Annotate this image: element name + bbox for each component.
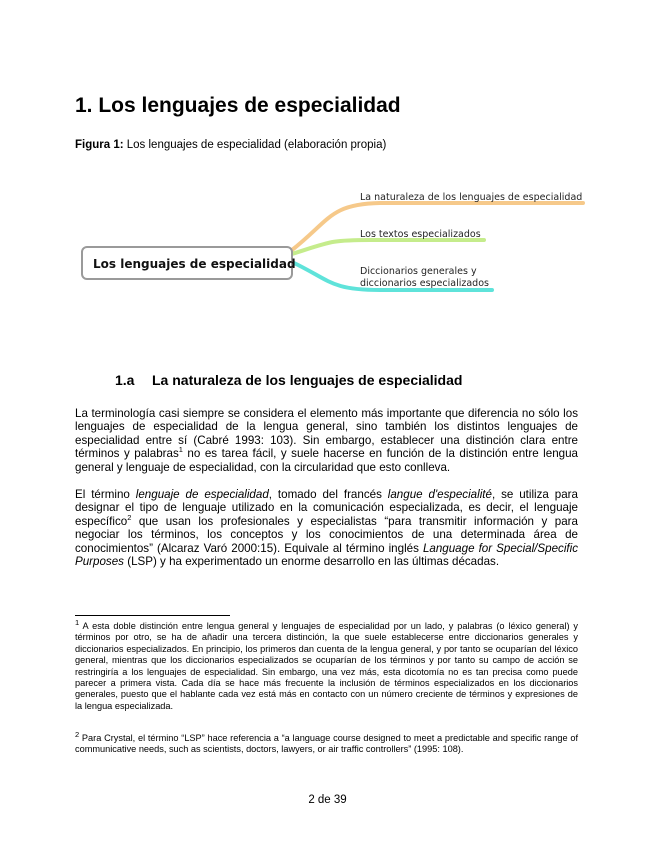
footnote-ref-2: 2 <box>127 512 132 522</box>
footnote-ref-1: 1 <box>178 445 183 455</box>
paragraph-2 <box>75 488 578 568</box>
branch-label-3-line2: diccionarios especializados <box>360 278 489 289</box>
branch-label-2: Los textos especializados <box>360 229 481 240</box>
paragraph-2-text-d: que usan los profesionales y especialistas “para transmitir información y para negociar los términos, los conceptos y los conocimientos de una determinada área de conocimientos” (Alcaraz Varó 2000:15). Equivale al término inglés <box>75 514 578 555</box>
page-number: 2 de 39 <box>308 794 347 806</box>
figure-label: Figura 1: <box>75 139 124 151</box>
figure-caption <box>75 139 386 151</box>
branch-label-3-line1: Diccionarios generales y <box>360 266 477 277</box>
mind-map-diagram <box>0 180 655 310</box>
central-node-label: Los lenguajes de especialidad <box>93 257 296 271</box>
section-number: 1.a <box>115 372 135 388</box>
footnote-1-text: A esta doble distinción entre lengua general y lenguajes de especialidad por un lado, y palabras (o léxico general) y términos por otro, se ha de añadir una tercera distinción, la que suele establecerse entre diccionarios generales y diccionarios especializados. En principio, los primeros dan cuenta de la lengua general, y por tanto se ocuparían del léxico general, mientras que los diccionarios especializados se ocuparían de los términos y por tanto su campo de acción se restringiría a los lenguajes de especialidad. Sin embargo, una vez más, esta dicotomía no es tan precisa como puede parecer a primera vista. Cada día se hace más frecuente la inclusión de términos especializados en los diccionarios generales, puesto que el hablante cada vez está más en contacto con un número creciente de términos y expresiones de la lengua especializada. <box>75 621 578 711</box>
figure-caption-text: Los lenguajes de especialidad (elaboración propia) <box>126 139 387 151</box>
footnote-2-text: Para Crystal, el término “LSP” hace referencia a “a language course designed to meet a predictable and specific range of communicative needs, such as scientists, doctors, lawyers, or air traffic controllers” (1995: 108). <box>75 733 578 755</box>
paragraph-1 <box>75 407 578 474</box>
footnote-number-2: 2 <box>75 729 80 739</box>
branch-label-1: La naturaleza de los lenguajes de especialidad <box>360 192 583 203</box>
section-title: La naturaleza de los lenguajes de especialidad <box>152 372 463 388</box>
footnote-separator <box>75 615 230 616</box>
paragraph-2-text-e: (LSP) y ha experimentado un enorme desarrollo en las últimas décadas. <box>123 555 500 569</box>
page-heading: 1. Los lenguajes de especialidad <box>75 94 401 117</box>
term-lenguaje-especialidad: lenguaje de especialidad <box>135 488 269 501</box>
footnote-2 <box>75 729 578 756</box>
footnote-number-1: 1 <box>75 617 80 627</box>
paragraph-1-text-b: no es tarea fácil, y suele hacerse en función de la distinción entre lengua general y lenguaje de especialidad, con la circularidad que esto conlleva. <box>75 447 578 474</box>
term-lsp: Language for Special/Specific Purposes <box>75 541 578 569</box>
term-langue-especialite: langue d'especialité <box>387 488 492 501</box>
paragraph-2-text-b: , tomado del francés <box>268 488 388 501</box>
paragraph-2-text-c: , se utiliza para designar el tipo de lenguaje utilizado en la comunicación especializada, es decir, el lenguaje específico <box>75 488 578 528</box>
paragraph-2-text-a: El término <box>75 488 136 501</box>
footnote-1 <box>75 617 578 712</box>
paragraph-1-text-a: La terminología casi siempre se considera el elemento más importante que diferencia no sólo los lenguajes de especialidad de la lengua general, sino también los distintos lenguajes de especialidad entre sí (Cabré 1993: 103). Sin embargo, establecer una distinción clara entre términos y palabras <box>75 407 578 461</box>
branch-line-2 <box>292 240 484 254</box>
section-heading <box>115 372 462 388</box>
